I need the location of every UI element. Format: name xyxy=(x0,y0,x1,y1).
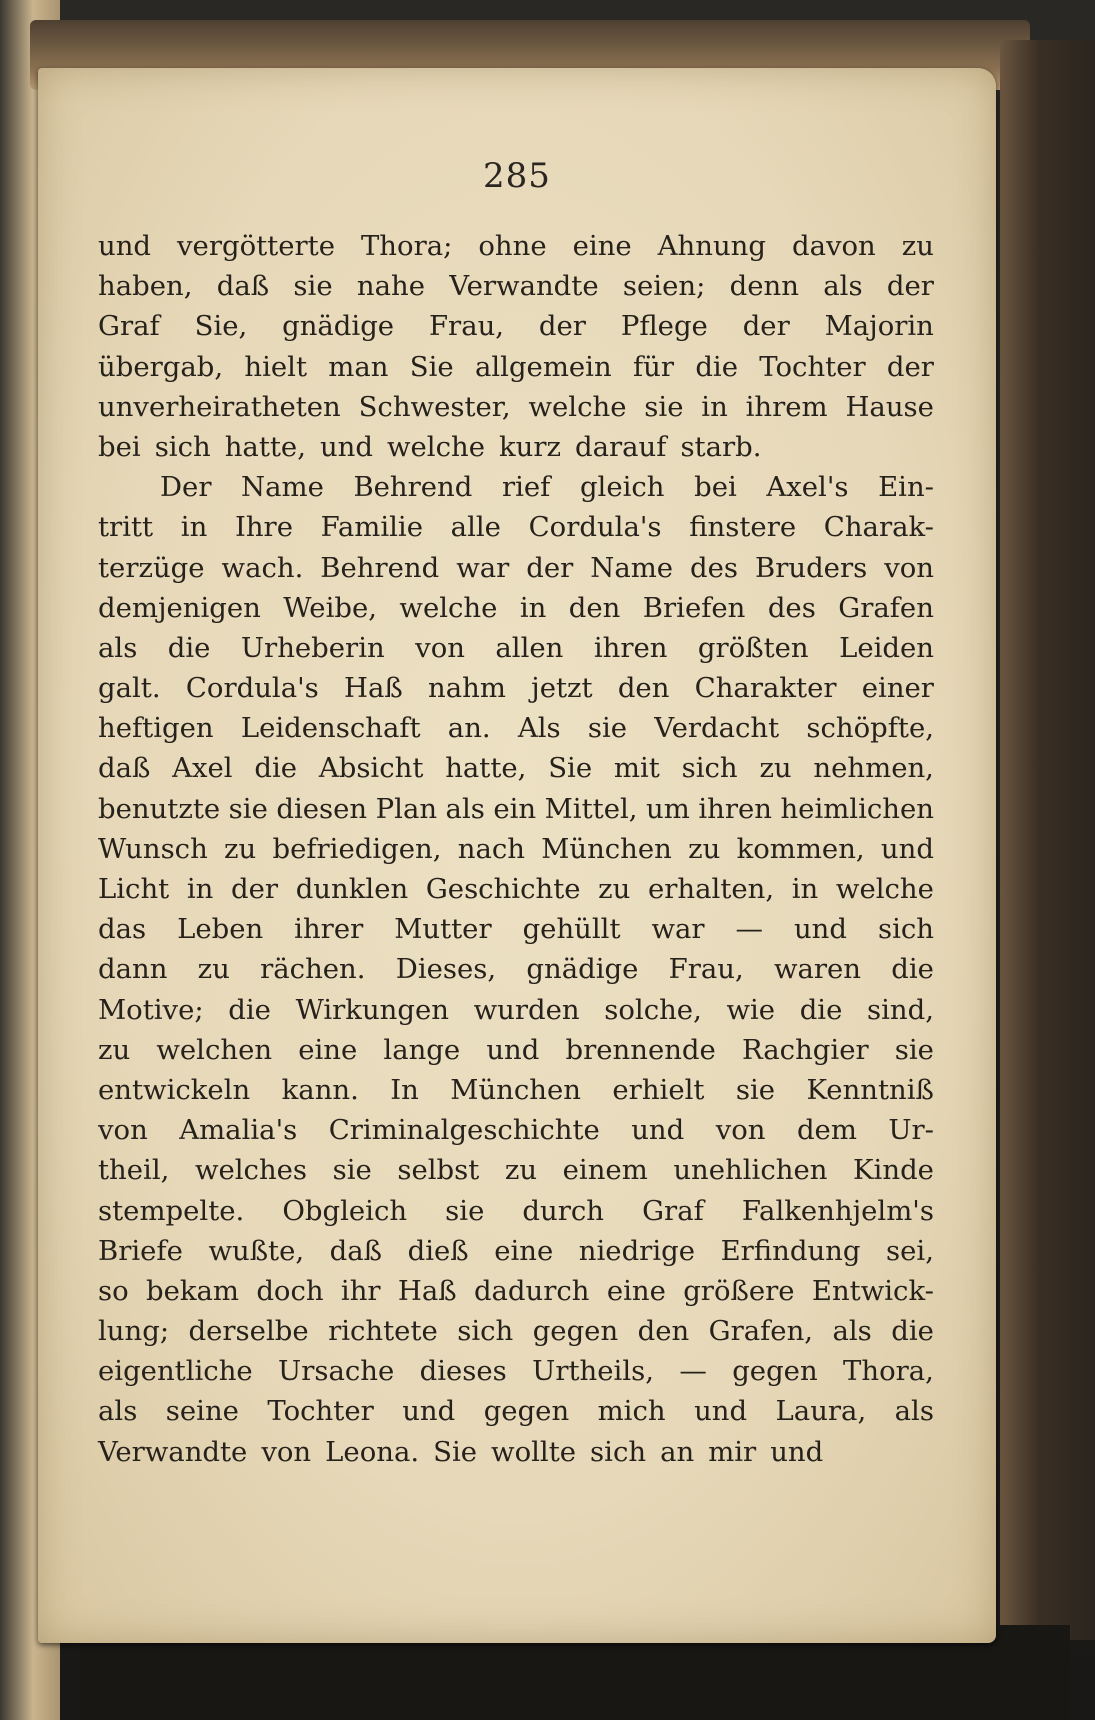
word: erhalten, xyxy=(648,873,775,905)
word: Leona. xyxy=(325,1435,420,1468)
text-line xyxy=(98,990,934,1030)
word: theil, xyxy=(98,1154,170,1187)
word: terzüge xyxy=(98,551,205,584)
word: von xyxy=(261,1435,312,1468)
word: sie xyxy=(587,712,628,745)
word: schöpfte, xyxy=(806,712,934,745)
word: München xyxy=(450,1073,581,1106)
word: als xyxy=(445,792,485,825)
word: in xyxy=(701,390,728,423)
word: Sie xyxy=(433,1435,478,1468)
text-line xyxy=(98,507,934,547)
word: in xyxy=(180,511,208,544)
text-line xyxy=(98,708,934,748)
word: eine xyxy=(494,1234,554,1267)
word: nach xyxy=(457,832,525,865)
word: welche xyxy=(528,390,627,423)
word: Tochter xyxy=(759,350,866,383)
word: mich xyxy=(597,1395,666,1428)
text-line xyxy=(98,1110,934,1150)
word: Familie xyxy=(320,511,423,544)
word: heftigen xyxy=(98,712,214,745)
word: Axel xyxy=(172,752,233,785)
word: als xyxy=(894,1395,934,1428)
word: Sie xyxy=(409,350,454,383)
word: Der xyxy=(160,471,212,504)
word: zu xyxy=(98,1033,131,1066)
word: mit xyxy=(613,752,660,785)
word: solche, xyxy=(604,993,702,1026)
word: die xyxy=(891,1315,934,1348)
text-line xyxy=(98,1351,934,1391)
word: eine xyxy=(572,230,632,262)
word: Leidenschaft xyxy=(240,712,421,745)
word: alle xyxy=(450,511,501,544)
word: mir xyxy=(708,1435,757,1468)
word: welchen xyxy=(156,1033,273,1066)
word: so xyxy=(98,1274,129,1307)
word: sie xyxy=(445,1194,485,1227)
word: Kenntniß xyxy=(806,1073,934,1106)
page-number: 285 xyxy=(483,156,551,196)
book-page xyxy=(38,68,996,1643)
word: kann. xyxy=(281,1073,359,1106)
word: allgemein xyxy=(474,350,612,383)
word: Behrend xyxy=(353,471,473,504)
word: daß xyxy=(216,270,270,303)
word: Ur- xyxy=(888,1114,934,1147)
word: Frau, xyxy=(668,953,744,986)
word: und xyxy=(631,1114,685,1147)
word: welche xyxy=(835,873,934,905)
word: größere xyxy=(683,1274,795,1307)
word: durch xyxy=(522,1194,604,1227)
word: Erfindung xyxy=(720,1234,861,1267)
word: zu xyxy=(197,953,230,986)
word: der xyxy=(538,310,586,343)
word: Cordula's xyxy=(528,511,662,544)
word: Entwick- xyxy=(811,1274,934,1307)
word: Amalia's xyxy=(179,1114,298,1147)
word: und xyxy=(880,832,934,865)
text-line xyxy=(98,1311,934,1351)
word: sich xyxy=(590,1435,647,1468)
word: gegen xyxy=(532,1315,619,1348)
word: Bruders xyxy=(755,551,868,584)
text-line xyxy=(98,829,934,869)
word: und xyxy=(402,1395,456,1428)
word: zu xyxy=(688,832,721,865)
word: Ahnung xyxy=(657,230,766,262)
word: war xyxy=(651,913,705,946)
word: Falkenhjelm's xyxy=(741,1194,934,1227)
word: als xyxy=(98,631,138,664)
word: finstere xyxy=(689,511,797,544)
word: und xyxy=(486,1033,540,1066)
word: brennende xyxy=(565,1033,716,1066)
word: sei, xyxy=(886,1234,934,1267)
word: Name xyxy=(590,551,674,584)
word: lange xyxy=(383,1033,461,1066)
word: nehmen, xyxy=(813,752,934,785)
word: nahm xyxy=(428,672,506,705)
word: Obgleich xyxy=(282,1194,408,1227)
word: darauf xyxy=(575,430,667,463)
word: Ursache xyxy=(278,1355,395,1388)
word: sich xyxy=(681,752,738,785)
word: Wirkungen xyxy=(295,993,449,1026)
word: übergab, xyxy=(98,350,224,383)
word: und xyxy=(793,913,847,946)
word: daß xyxy=(329,1234,383,1267)
word: demjenigen xyxy=(98,591,261,624)
text-line xyxy=(98,869,934,909)
word: als xyxy=(823,270,863,303)
word: sind, xyxy=(867,993,934,1026)
word: ihren xyxy=(593,631,668,664)
text-line xyxy=(98,1191,934,1231)
page-text-block xyxy=(98,226,934,1472)
word: zu xyxy=(224,832,257,865)
word: Briefen xyxy=(642,591,746,624)
word: von xyxy=(415,631,465,664)
word: einer xyxy=(861,672,934,705)
word: die xyxy=(799,993,843,1026)
word: Wunsch xyxy=(98,832,208,865)
word: eine xyxy=(298,1033,358,1066)
word: in xyxy=(186,873,214,905)
word: Hause xyxy=(845,390,934,423)
word: allen xyxy=(495,631,564,664)
text-line xyxy=(98,226,934,266)
word: Urtheils, xyxy=(532,1355,654,1388)
word: war xyxy=(456,551,510,584)
word: um xyxy=(646,792,690,825)
word: lung; xyxy=(98,1315,170,1348)
word: in xyxy=(519,591,547,624)
word: dieses xyxy=(419,1355,507,1388)
word: rächen. xyxy=(260,953,366,986)
word: Laura, xyxy=(775,1395,867,1428)
text-line xyxy=(98,909,934,949)
word: welche xyxy=(399,591,498,624)
word: Graf xyxy=(642,1194,704,1227)
word: tritt xyxy=(98,511,154,544)
word: sich xyxy=(457,1315,514,1348)
word: Criminalgeschichte xyxy=(328,1114,600,1147)
word: Thora, xyxy=(843,1355,934,1388)
text-line xyxy=(98,1432,934,1472)
word: sich xyxy=(154,430,211,463)
word: Mutter xyxy=(394,913,492,946)
word: von xyxy=(98,1114,148,1147)
word: Plan xyxy=(375,792,438,825)
word: daß xyxy=(98,752,151,785)
word: Charakter xyxy=(694,672,837,705)
word: und xyxy=(319,430,373,463)
word: ein xyxy=(493,792,537,825)
word: ihren xyxy=(698,792,772,825)
word: des xyxy=(767,591,816,624)
word: waren xyxy=(773,953,862,986)
text-line xyxy=(98,387,934,427)
word: und xyxy=(770,1435,824,1468)
word: wurden xyxy=(473,993,580,1026)
word: dunklen xyxy=(295,873,409,905)
text-line xyxy=(98,467,934,507)
word: starb. xyxy=(680,430,762,463)
text-line xyxy=(98,1391,934,1431)
word: gnädige xyxy=(526,953,639,986)
word: nahe xyxy=(356,270,425,303)
word: — xyxy=(735,913,764,946)
word: einem xyxy=(562,1154,648,1187)
text-line xyxy=(98,347,934,387)
word: Sie xyxy=(548,752,593,785)
word: sie xyxy=(228,792,268,825)
word: gegen xyxy=(483,1395,570,1428)
word: Geschichte xyxy=(425,873,581,905)
word: galt. xyxy=(98,672,161,705)
word: Rachgier xyxy=(741,1033,869,1066)
word: denn xyxy=(729,270,799,303)
word: derselbe xyxy=(188,1315,309,1348)
word: Verwandte xyxy=(98,1435,248,1468)
word: die xyxy=(891,953,934,986)
word: Grafen, xyxy=(708,1315,814,1348)
word: hatte, xyxy=(224,430,306,463)
word: Sie, xyxy=(194,310,248,343)
word: stempelte. xyxy=(98,1194,245,1227)
word: Pflege xyxy=(620,310,708,343)
word: von xyxy=(715,1114,766,1147)
word: ihrem xyxy=(745,390,828,423)
word: rief xyxy=(501,471,551,504)
book-back-board xyxy=(1000,40,1095,1640)
word: sie xyxy=(293,270,333,303)
word: dadurch xyxy=(473,1274,590,1307)
word: größten xyxy=(697,631,809,664)
text-line xyxy=(98,748,934,788)
text-line xyxy=(98,588,934,628)
word: benutzte xyxy=(98,792,221,825)
word: den xyxy=(617,672,670,705)
word: München xyxy=(541,832,672,865)
word: Haß xyxy=(344,672,403,705)
text-line xyxy=(98,949,934,989)
word: Ihre xyxy=(234,511,293,544)
word: Weibe, xyxy=(283,591,377,624)
word: Kinde xyxy=(853,1154,934,1187)
word: dieß xyxy=(407,1234,469,1267)
word: von xyxy=(884,551,934,584)
word: für xyxy=(632,350,675,383)
word: sie xyxy=(894,1033,934,1066)
word: Ein- xyxy=(878,471,934,504)
word: entwickeln xyxy=(98,1073,251,1106)
word: davon xyxy=(791,230,876,262)
word: sie xyxy=(735,1073,776,1106)
word: hatte, xyxy=(445,752,527,785)
word: doch xyxy=(256,1274,324,1307)
word: Dieses, xyxy=(395,953,497,986)
word: die xyxy=(228,993,271,1026)
word: zu xyxy=(901,230,934,262)
word: sie xyxy=(644,390,684,423)
word: erhielt xyxy=(612,1073,705,1106)
word: — xyxy=(679,1355,707,1388)
word: eigentliche xyxy=(98,1355,253,1388)
word: Leiden xyxy=(839,631,934,664)
word: gegen xyxy=(732,1355,818,1388)
word: heimlichen xyxy=(780,792,934,825)
word: Thora; xyxy=(360,230,453,262)
word: Haß xyxy=(397,1274,457,1307)
word: Leben xyxy=(177,913,264,946)
word: als xyxy=(832,1315,872,1348)
word: Behrend xyxy=(320,551,440,584)
word: In xyxy=(390,1073,419,1106)
text-line xyxy=(98,1030,934,1070)
word: niedrige xyxy=(578,1234,696,1267)
word: welches xyxy=(194,1154,308,1187)
word: die xyxy=(695,350,738,383)
word: zu xyxy=(598,873,631,905)
word: Verdacht xyxy=(654,712,780,745)
word: zu xyxy=(504,1154,538,1187)
text-line xyxy=(98,1070,934,1110)
text-line xyxy=(98,1271,934,1311)
word: gleich xyxy=(579,471,665,504)
word: befriedigen, xyxy=(272,832,442,865)
text-line xyxy=(98,668,934,708)
word: wach. xyxy=(221,551,304,584)
word: Grafen xyxy=(838,591,934,624)
word: Majorin xyxy=(824,310,934,343)
text-line xyxy=(98,1231,934,1271)
word: der xyxy=(886,270,934,303)
text-line xyxy=(98,427,934,467)
word: zu xyxy=(759,752,792,785)
word: gehüllt xyxy=(522,913,621,946)
word: des xyxy=(690,551,739,584)
word: an xyxy=(660,1435,695,1468)
word: in xyxy=(791,873,819,905)
word: unverheiratheten xyxy=(98,390,341,423)
word: die xyxy=(254,752,298,785)
word: man xyxy=(328,350,389,383)
word: diesen xyxy=(276,792,368,825)
word: an. xyxy=(447,712,491,745)
word: Tochter xyxy=(267,1395,374,1428)
word: Motive; xyxy=(98,993,204,1026)
word: und xyxy=(694,1395,748,1428)
word: eine xyxy=(606,1274,666,1307)
word: bei xyxy=(98,430,141,463)
word: vergötterte xyxy=(177,230,335,262)
word: Name xyxy=(241,471,324,504)
word: Verwandte xyxy=(449,270,599,303)
word: dem xyxy=(796,1114,857,1147)
word: den xyxy=(568,591,621,624)
word: seien; xyxy=(622,270,706,303)
word: Graf xyxy=(98,310,160,343)
word: sie xyxy=(332,1154,372,1187)
word: das xyxy=(98,913,147,946)
word: unehlichen xyxy=(673,1154,828,1187)
text-line xyxy=(98,266,934,306)
word: der xyxy=(526,551,574,584)
word: Frau, xyxy=(428,310,505,343)
word: der xyxy=(742,310,790,343)
word: seine xyxy=(165,1395,239,1428)
text-line xyxy=(98,789,934,829)
word: wie xyxy=(726,993,776,1026)
word: selbst xyxy=(397,1154,480,1187)
word: Urheberin xyxy=(240,631,385,664)
word: haben, xyxy=(98,270,193,303)
word: sich xyxy=(877,913,934,946)
word: die xyxy=(167,631,211,664)
word: kommen, xyxy=(736,832,865,865)
word: Cordula's xyxy=(185,672,319,705)
word: Schwester, xyxy=(358,390,511,423)
word: Licht xyxy=(98,873,170,905)
word: gnädige xyxy=(282,310,395,343)
word: Charak- xyxy=(823,511,934,544)
word: wollte xyxy=(491,1435,577,1468)
word: als xyxy=(98,1395,138,1428)
word: richtete xyxy=(328,1315,438,1348)
word: der xyxy=(231,873,279,905)
word: dann xyxy=(98,953,168,986)
text-line xyxy=(98,306,934,346)
word: Briefe xyxy=(98,1234,183,1267)
word: der xyxy=(886,350,934,383)
text-line xyxy=(98,628,934,668)
word: Axel's xyxy=(766,471,849,504)
word: den xyxy=(637,1315,690,1348)
word: und xyxy=(98,230,152,262)
text-line xyxy=(98,1150,934,1190)
word: ihr xyxy=(340,1274,381,1307)
word: hielt xyxy=(244,350,308,383)
word: bekam xyxy=(145,1274,239,1307)
word: ihrer xyxy=(294,913,364,946)
word: jetzt xyxy=(531,672,593,705)
word: Mittel, xyxy=(544,792,638,825)
word: kurz xyxy=(498,430,561,463)
word: ohne xyxy=(478,230,547,262)
word: bei xyxy=(694,471,737,504)
word: Absicht xyxy=(318,752,424,785)
word: wußte, xyxy=(208,1234,305,1267)
text-line xyxy=(98,548,934,588)
word: welche xyxy=(386,430,485,463)
word: Als xyxy=(517,712,561,745)
